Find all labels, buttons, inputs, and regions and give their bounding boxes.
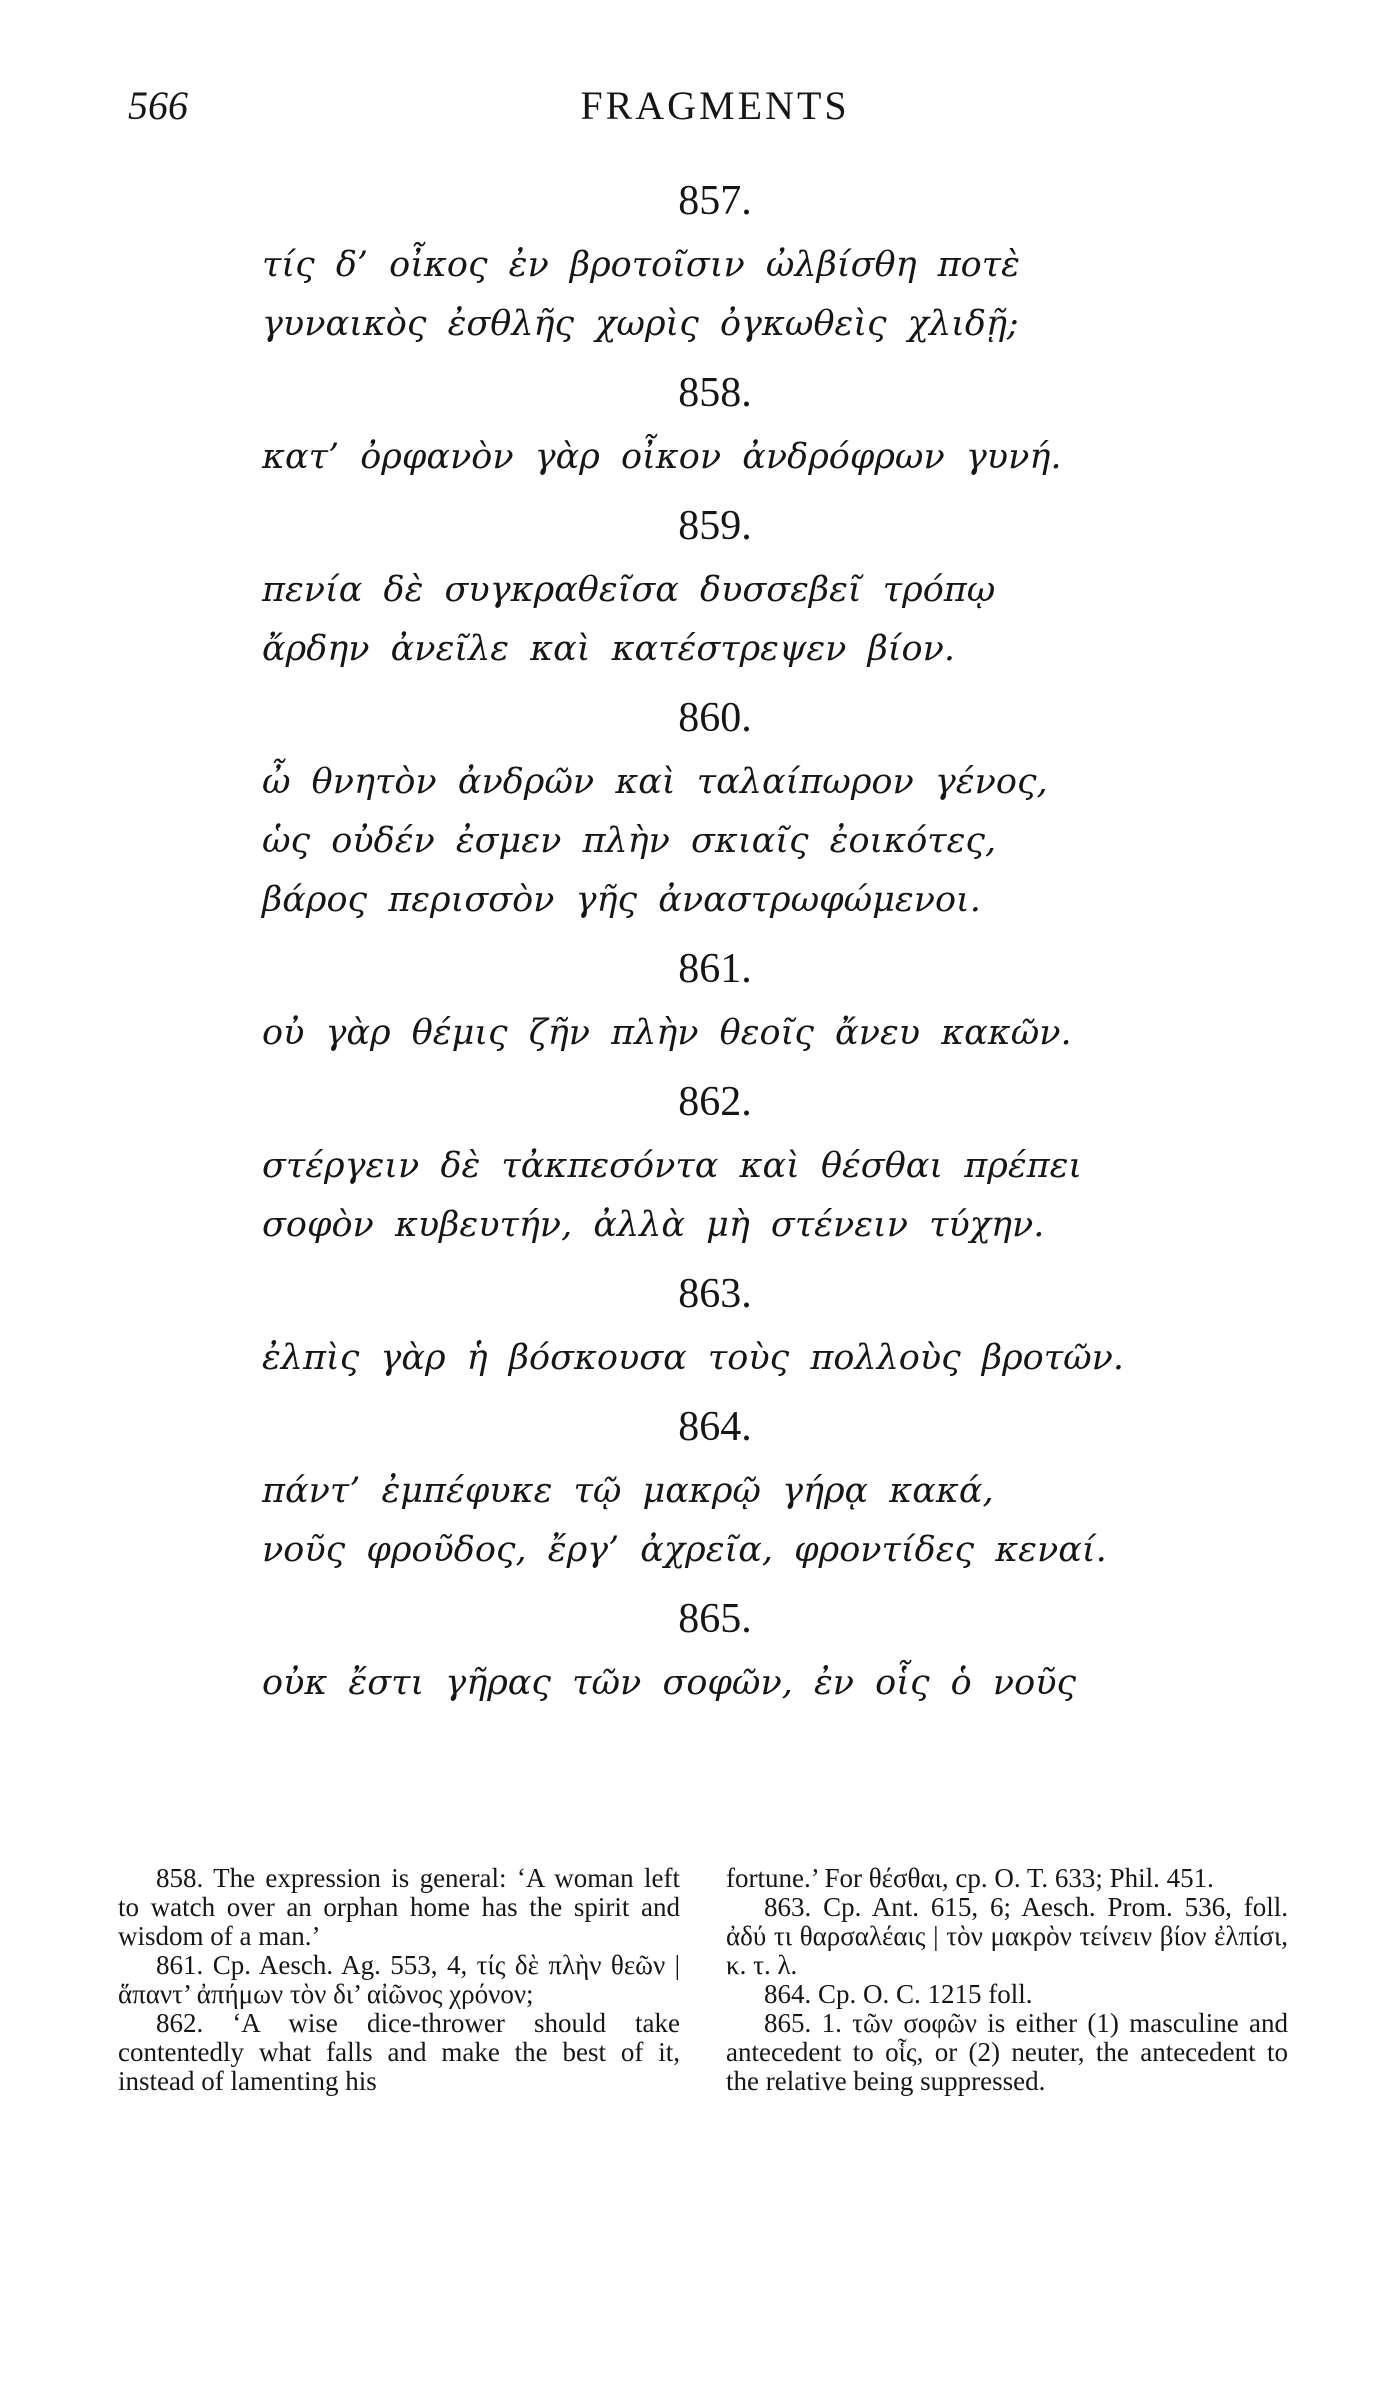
verse-line: οὐ γὰρ θέμις ζῆν πλὴν θεοῖς ἄνευ κακῶν. bbox=[262, 1013, 1072, 1053]
fragment-863 bbox=[0, 1265, 1390, 1388]
fragment-858 bbox=[0, 364, 1390, 487]
footnote: 865. 1. τῶν σοφῶν is either (1) masculine and antecedent to οἷς, or (2) neuter, the antecedent to the relative being suppressed. bbox=[726, 2008, 1288, 2096]
fragments-section bbox=[0, 172, 1390, 1723]
fragment-number: 862. bbox=[678, 1079, 752, 1125]
running-title: FRAGMENTS bbox=[580, 83, 850, 128]
fragment-860 bbox=[0, 689, 1390, 930]
footnote: 862. ‘A wise dice-thrower should take contentedly what falls and make the best of it, instead of lamenting his bbox=[118, 2008, 680, 2096]
footnote: 858. The expression is general: ‘A woman left to watch over an orphan home has the spirit and wisdom of a man.’ bbox=[118, 1863, 680, 1951]
verse-line: γυναικὸς ἐσθλῆς χωρὶς ὀγκωθεὶς χλιδῇ; bbox=[262, 304, 1019, 344]
verse-line: νοῦς φροῦδος, ἔργ’ ἀχρεῖα, φροντίδες κεναί. bbox=[262, 1530, 1107, 1570]
fragment-number: 859. bbox=[678, 503, 752, 549]
page-number: 566 bbox=[128, 83, 188, 128]
verse-line: ἐλπὶς γὰρ ἡ βόσκουσα τοὺς πολλοὺς βροτῶν. bbox=[262, 1338, 1125, 1378]
fragment-861 bbox=[0, 940, 1390, 1063]
footnotes bbox=[118, 1864, 1288, 2096]
verse-line: σοφὸν κυβευτήν, ἀλλὰ μὴ στένειν τύχην. bbox=[262, 1205, 1045, 1245]
footnotes-right-column bbox=[726, 1864, 1288, 2096]
fragment-number: 863. bbox=[678, 1271, 752, 1317]
fragment-number: 860. bbox=[678, 695, 752, 741]
verse-line: στέργειν δὲ τἀκπεσόντα καὶ θέσθαι πρέπει bbox=[262, 1146, 1083, 1186]
fragment-864 bbox=[0, 1398, 1390, 1580]
fragment-859 bbox=[0, 497, 1390, 679]
fragment-862 bbox=[0, 1073, 1390, 1255]
verse-line: πενία δὲ συγκραθεῖσα δυσσεβεῖ τρόπῳ bbox=[262, 570, 996, 610]
verse-line: βάρος περισσὸν γῆς ἀναστρωφώμενοι. bbox=[262, 880, 981, 920]
footnotes-left-column bbox=[118, 1864, 680, 2096]
verse-line: πάντ’ ἐμπέφυκε τῷ μακρῷ γήρᾳ κακά, bbox=[262, 1471, 994, 1511]
verse-line: κατ’ ὀρφανὸν γὰρ οἶκον ἀνδρόφρων γυνή. bbox=[262, 437, 1062, 477]
verse-line: ὡς οὐδέν ἐσμεν πλὴν σκιαῖς ἐοικότες, bbox=[262, 821, 997, 861]
page-header bbox=[0, 82, 1390, 142]
fragment-number: 865. bbox=[678, 1596, 752, 1642]
verse-line: τίς δ’ οἶκος ἐν βροτοῖσιν ὠλβίσθη ποτὲ bbox=[262, 245, 1020, 285]
verse-line: οὐκ ἔστι γῆρας τῶν σοφῶν, ἐν οἷς ὁ νοῦς bbox=[262, 1663, 1077, 1703]
verse-line: ὦ θνητὸν ἀνδρῶν καὶ ταλαίπωρον γένος, bbox=[262, 762, 1048, 802]
footnote: 863. Cp. Ant. 615, 6; Aesch. Prom. 536, foll. ἀδύ τι θαρσαλέαις | τὸν μακρὸν τείνειν βίον ἐλπίσι, κ. τ. λ. bbox=[726, 1892, 1288, 1980]
fragment-number: 864. bbox=[678, 1404, 752, 1450]
fragment-865 bbox=[0, 1590, 1390, 1713]
footnote: fortune.’ For θέσθαι, cp. O. T. 633; Phil. 451. bbox=[726, 1863, 1214, 1893]
fragment-857 bbox=[0, 172, 1390, 354]
fragment-number: 861. bbox=[678, 946, 752, 992]
fragment-number: 858. bbox=[678, 370, 752, 416]
verse-line: ἄρδην ἀνεῖλε καὶ κατέστρεψεν βίον. bbox=[262, 629, 956, 669]
footnote: 861. Cp. Aesch. Ag. 553, 4, τίς δὲ πλὴν θεῶν | ἅπαντ’ ἀπήμων τὸν δι’ αἰῶνος χρόνον; bbox=[118, 1950, 680, 2009]
fragment-number: 857. bbox=[678, 178, 752, 224]
footnote: 864. Cp. O. C. 1215 foll. bbox=[764, 1979, 1033, 2009]
